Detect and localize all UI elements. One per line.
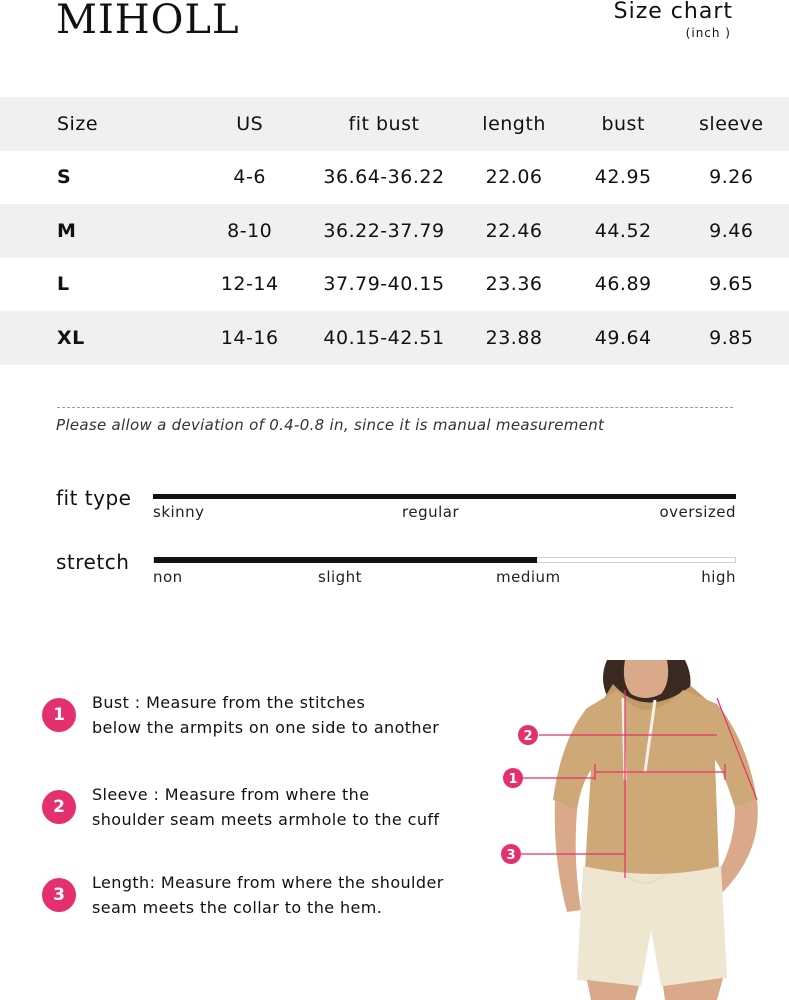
stretch-tick-medium: medium [496, 568, 561, 586]
table-row [0, 258, 789, 312]
instruction-line: Length: Measure from where the shoulder [92, 873, 444, 892]
brand-logo: MIHOLL [56, 0, 240, 43]
table-row [0, 204, 789, 258]
table-cell: 14-16 [220, 326, 279, 349]
table-cell: 9.46 [709, 219, 754, 242]
instruction-line: below the armpits on one side to another [92, 718, 440, 737]
table-cell: 12-14 [220, 273, 279, 296]
instruction-line: shoulder seam meets armhole to the cuff [92, 810, 440, 829]
marker-number: 1 [508, 772, 518, 787]
column-header: sleeve [699, 112, 764, 135]
column-header: fit bust [348, 112, 420, 135]
fit-tick-regular: regular [402, 503, 460, 521]
bust-number-badge: 1 [42, 698, 76, 732]
shirt [553, 690, 757, 877]
sleeve-number-badge: 2 [42, 790, 76, 824]
table-cell: 44.52 [594, 219, 652, 242]
table-cell: 23.88 [485, 326, 543, 349]
table-cell: 49.64 [594, 326, 652, 349]
table-cell: 36.64-36.22 [323, 166, 445, 189]
length-instruction [92, 870, 482, 920]
fit-type-label: fit type [56, 486, 132, 510]
table-cell: 22.06 [485, 166, 543, 189]
size-table [0, 97, 789, 365]
column-header: US [236, 112, 264, 135]
fit-tick-skinny: skinny [153, 503, 205, 521]
column-header: length [482, 112, 546, 135]
measurement-note: Please allow a deviation of 0.4-0.8 in, since it is manual measurement [56, 416, 605, 434]
table-cell: XL [57, 326, 85, 349]
marker-number: 2 [523, 729, 533, 744]
model-face [624, 660, 668, 698]
column-header: bust [601, 112, 645, 135]
table-cell: 46.89 [594, 273, 652, 296]
table-cell: S [57, 166, 72, 189]
sleeve-instruction [92, 782, 482, 832]
left-arm [555, 800, 581, 912]
stretch-bar-fill [154, 557, 537, 563]
instruction-line: seam meets the collar to the hem. [92, 898, 383, 917]
bust-instruction [92, 690, 482, 740]
table-cell: L [57, 273, 70, 296]
table-cell: 8-10 [227, 219, 273, 242]
table-header-row [0, 97, 789, 151]
table-cell: 40.15-42.51 [323, 326, 445, 349]
table-cell: 37.79-40.15 [323, 273, 445, 296]
table-cell: 22.46 [485, 219, 543, 242]
column-header: Size [57, 112, 99, 135]
table-cell: 42.95 [594, 166, 652, 189]
instruction-line: Bust : Measure from the stitches [92, 693, 366, 712]
table-cell: M [57, 219, 77, 242]
fit-tick-oversized: oversized [659, 503, 736, 521]
stretch-bar-track [153, 557, 736, 563]
shorts [577, 866, 727, 986]
table-cell: 9.65 [709, 273, 754, 296]
stretch-tick-non: non [153, 568, 183, 586]
stretch-label: stretch [56, 550, 130, 574]
table-cell: 9.26 [709, 166, 754, 189]
size-chart-title: Size chart [613, 0, 733, 24]
fit-type-bar [153, 494, 736, 499]
length-number-badge: 3 [42, 878, 76, 912]
model-measurement-illustration [495, 660, 765, 1000]
dashed-divider [57, 407, 733, 408]
table-cell: 9.85 [709, 326, 754, 349]
instruction-line: Sleeve : Measure from where the [92, 785, 370, 804]
table-row [0, 151, 789, 205]
unit-label: (inch ) [685, 26, 731, 40]
table-row [0, 311, 789, 365]
stretch-tick-slight: slight [318, 568, 363, 586]
marker-number: 3 [506, 848, 516, 863]
stretch-tick-high: high [701, 568, 736, 586]
table-cell: 36.22-37.79 [323, 219, 445, 242]
table-cell: 4-6 [233, 166, 266, 189]
table-cell: 23.36 [485, 273, 543, 296]
